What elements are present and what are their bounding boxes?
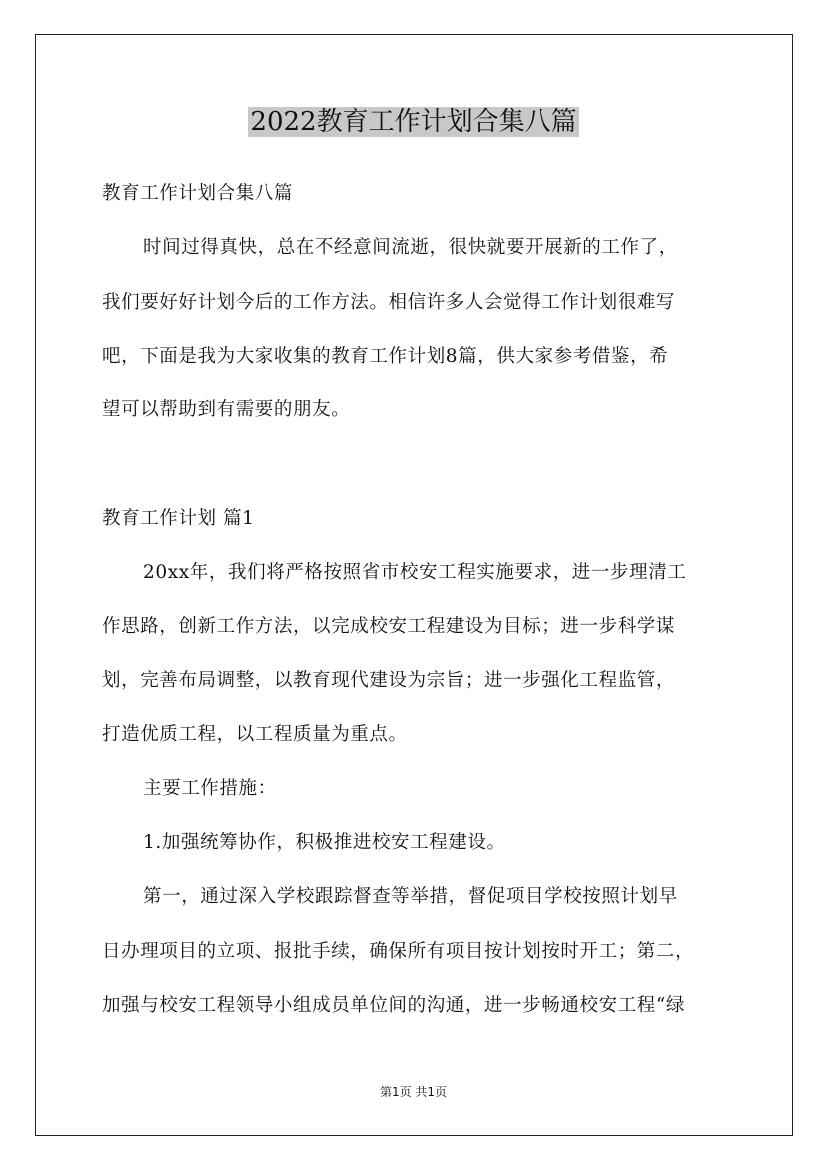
measures-heading: 主要工作措施： xyxy=(143,778,277,799)
page-footer: 第1页 共1页 xyxy=(379,1085,448,1099)
measure1-line-2: 日办理项目的立项、报批手续，确保所有项目按计划按时开工；第二， xyxy=(102,941,695,962)
measure1-heading: 1.加强统筹协作，积极推进校安工程建设。 xyxy=(143,832,506,853)
document-title-text: 2022教育工作计划合集八篇 xyxy=(250,107,577,137)
measure1-line-3: 加强与校安工程领导小组成员单位间的沟通，进一步畅通校安工程“绿 xyxy=(102,995,686,1016)
section1-heading: 教育工作计划 篇1 xyxy=(102,508,255,529)
section1-line-2: 作思路，创新工作方法，以完成校安工程建设为目标；进一步科学谋 xyxy=(102,616,676,637)
document-title xyxy=(0,100,827,144)
intro-line-3: 吧，下面是我为大家收集的教育工作计划8篇，供大家参考借鉴，希 xyxy=(102,346,669,367)
section1-line-4: 打造优质工程，以工程质量为重点。 xyxy=(102,724,408,745)
section1-line-1: 20xx年，我们将严格按照省市校安工程实施要求，进一步理清工 xyxy=(143,562,687,583)
intro-line-2: 我们要好好计划今后的工作方法。相信许多人会觉得工作计划很难写 xyxy=(102,292,676,313)
intro-line-1: 时间过得真快，总在不经意间流逝，很快就要开展新的工作了， xyxy=(143,237,678,258)
intro-line-4: 望可以帮助到有需要的朋友。 xyxy=(102,399,351,420)
document-subtitle: 教育工作计划合集八篇 xyxy=(102,183,294,204)
measure1-line-1: 第一，通过深入学校跟踪督查等举措，督促项目学校按照计划早 xyxy=(143,886,678,907)
section1-line-3: 划，完善布局调整，以教育现代建设为宗旨；进一步强化工程监管， xyxy=(102,670,676,691)
